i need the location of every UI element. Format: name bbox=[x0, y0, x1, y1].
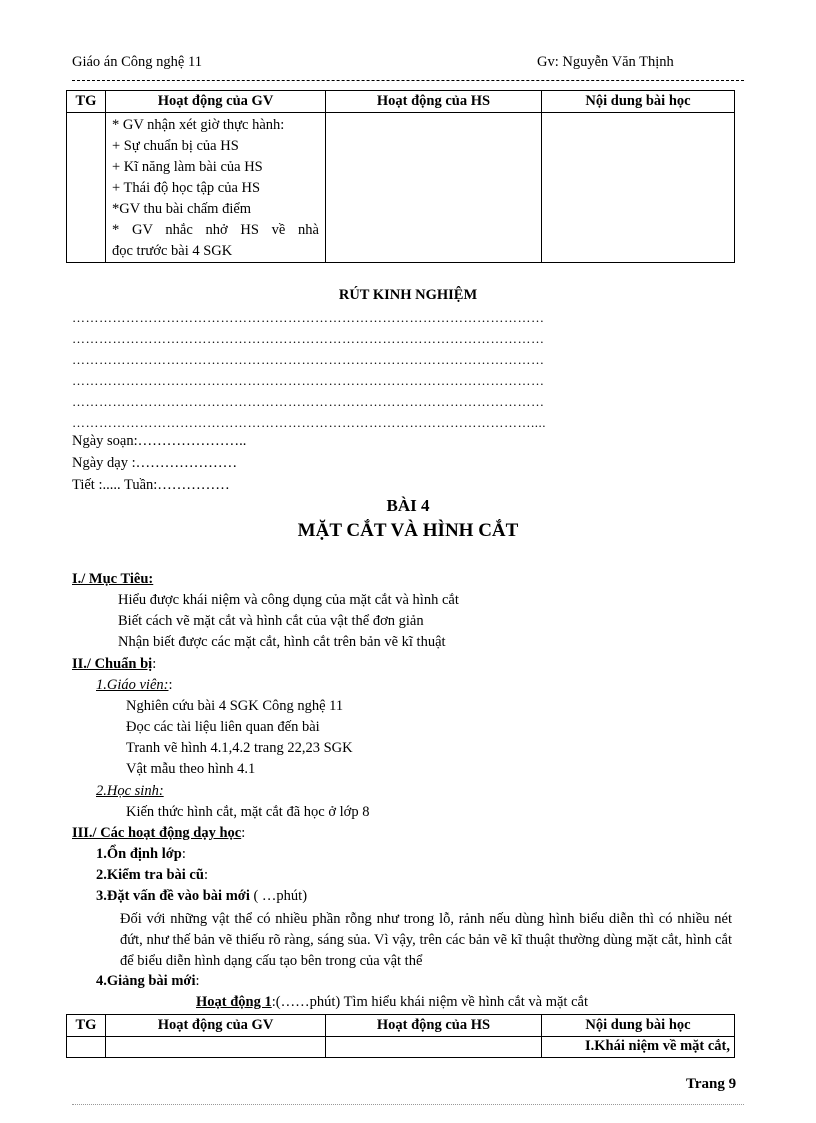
step-giang-bai-colon: : bbox=[195, 973, 200, 989]
teacher-colon: : bbox=[168, 677, 173, 693]
step-on-dinh bbox=[96, 846, 186, 863]
section-hoat-dong-colon: : bbox=[241, 825, 246, 841]
step-dat-van-de-label: 3.Đặt vấn đề vào bài mới bbox=[96, 888, 250, 904]
teacher-item: Nghiên cứu bài 4 SGK Công nghệ 11 bbox=[126, 698, 344, 714]
student-heading: 2.Học sinh: bbox=[96, 783, 164, 799]
teacher-item: Tranh vẽ hình 4.1,4.2 trang 22,23 SGK bbox=[126, 740, 353, 756]
objective-item: Biết cách vẽ mặt cắt và hình cắt của vật thể đơn giản bbox=[118, 613, 424, 629]
cell-gv bbox=[106, 113, 326, 263]
step-dat-van-de-paragraph: Đối với những vật thể có nhiều phần rỗng như trong lỗ, rảnh nếu dùng hình biểu diễn thì có nhiều nét đứt, như thế bản vẽ thiếu rõ ràng, sáng sủa. Vì vậy, trên các bản vẽ kĩ thuật thường dùng mặt cắt, hình cắt để biểu diễn hình dạng cấu tạo bên trong của vật thể bbox=[120, 911, 732, 969]
col-header-gv: Hoạt động của GV bbox=[106, 91, 326, 113]
section-hoat-dong-label: III./ Các hoạt động dạy học bbox=[72, 825, 242, 841]
col-header-hs: Hoạt động của HS bbox=[326, 91, 542, 113]
header-teacher-name: Gv: Nguyễn Văn Thịnh bbox=[537, 54, 674, 70]
activity-table-continued bbox=[66, 90, 735, 263]
dotted-line: …………………………………………………………………………………………… bbox=[72, 331, 545, 346]
step-kiem-tra-colon: : bbox=[203, 867, 208, 883]
gv-line: + Sự chuẩn bị của HS bbox=[112, 138, 239, 154]
teacher-item: Đọc các tài liệu liên quan đến bài bbox=[126, 719, 320, 735]
table-header-row bbox=[67, 91, 735, 113]
ngay-soan: Ngày soạn:………………….. bbox=[72, 433, 247, 449]
ngay-day: Ngày dạy :………………… bbox=[72, 455, 238, 471]
table-row bbox=[67, 1037, 735, 1058]
col-header-hs: Hoạt động của HS bbox=[326, 1015, 542, 1037]
section-chuan-bi-label: II./ Chuẩn bị bbox=[72, 656, 153, 672]
col-header-tg: TG bbox=[67, 1015, 106, 1037]
step-giang-bai-label: 4.Giảng bài mới bbox=[96, 973, 196, 989]
section-muc-tieu-heading: I./ Mục Tiêu: bbox=[72, 571, 154, 587]
gv-line: * GV nhắc nhở HS về nhà bbox=[112, 222, 319, 238]
teacher-label: 1.Giáo viên: bbox=[96, 677, 169, 693]
activity-1-text: :(……phút) Tìm hiểu khái niệm về hình cắt và mặt cắt bbox=[271, 994, 588, 1010]
col-header-content: Nội dung bài học bbox=[542, 91, 735, 113]
teacher-item: Vật mẫu theo hình 4.1 bbox=[126, 761, 256, 777]
dotted-line: …………………………………………………………………………………………… bbox=[72, 310, 545, 325]
cell-content: I.Khái niệm về mặt cắt, bbox=[542, 1037, 735, 1058]
step-on-dinh-label: 1.Ổn định lớp bbox=[96, 846, 182, 862]
step-dat-van-de bbox=[96, 888, 307, 905]
activity-1-label: Hoạt động 1 bbox=[196, 994, 272, 1010]
table-header-row bbox=[67, 1015, 735, 1037]
dotted-line: ………………………………………………………………………………………….... bbox=[72, 415, 546, 430]
section-chuan-bi-colon: : bbox=[152, 656, 157, 672]
objective-item: Hiểu được khái niệm và công dụng của mặt cắt và hình cắt bbox=[118, 592, 459, 608]
step-dat-van-de-time: ( …phút) bbox=[249, 888, 308, 904]
table-row bbox=[67, 113, 735, 263]
gv-line: + Thái độ học tập của HS bbox=[112, 180, 261, 196]
teacher-heading bbox=[96, 677, 173, 694]
cell-tg bbox=[67, 1037, 106, 1058]
dotted-line: …………………………………………………………………………………………… bbox=[72, 394, 545, 409]
header-divider bbox=[72, 80, 744, 81]
dotted-line: …………………………………………………………………………………………… bbox=[72, 352, 545, 367]
footer-divider bbox=[72, 1104, 744, 1105]
col-header-tg: TG bbox=[67, 91, 106, 113]
cell-hs bbox=[326, 1037, 542, 1058]
cell-gv bbox=[106, 1037, 326, 1058]
section-chuan-bi-heading bbox=[72, 656, 156, 673]
step-giang-bai bbox=[96, 973, 200, 990]
gv-line: đọc trước bài 4 SGK bbox=[112, 243, 233, 259]
dotted-line: …………………………………………………………………………………………… bbox=[72, 373, 545, 388]
rut-kinh-nghiem-title: RÚT KINH NGHIỆM bbox=[338, 287, 478, 303]
gv-line: *GV thu bài chấm điểm bbox=[112, 201, 252, 217]
step-kiem-tra-label: 2.Kiểm tra bài cũ bbox=[96, 867, 204, 883]
objective-item: Nhận biết được các mặt cắt, hình cắt trên bản vẽ kĩ thuật bbox=[118, 634, 446, 650]
tiet-tuan: Tiết :..... Tuần:…………… bbox=[72, 477, 230, 493]
activity-1-title bbox=[196, 994, 588, 1011]
cell-hs bbox=[326, 113, 542, 263]
student-item: Kiến thức hình cắt, mặt cắt đã học ở lớp 8 bbox=[126, 804, 370, 820]
activity-table bbox=[66, 1014, 735, 1058]
gv-line: + Kĩ năng làm bài của HS bbox=[112, 159, 263, 175]
page-number: Trang 9 bbox=[686, 1076, 737, 1092]
step-on-dinh-colon: : bbox=[181, 846, 186, 862]
gv-line: * GV nhận xét giờ thực hành: bbox=[112, 117, 285, 133]
step-kiem-tra bbox=[96, 867, 208, 884]
cell-content bbox=[542, 113, 735, 263]
header-course-title: Giáo án Công nghệ 11 bbox=[72, 54, 202, 70]
col-header-content: Nội dung bài học bbox=[542, 1015, 735, 1037]
section-hoat-dong-heading bbox=[72, 825, 245, 842]
col-header-gv: Hoạt động của GV bbox=[106, 1015, 326, 1037]
lesson-number: BÀI 4 bbox=[386, 496, 430, 515]
cell-tg bbox=[67, 113, 106, 263]
lesson-title: MẶT CẮT VÀ HÌNH CẮT bbox=[297, 520, 519, 541]
